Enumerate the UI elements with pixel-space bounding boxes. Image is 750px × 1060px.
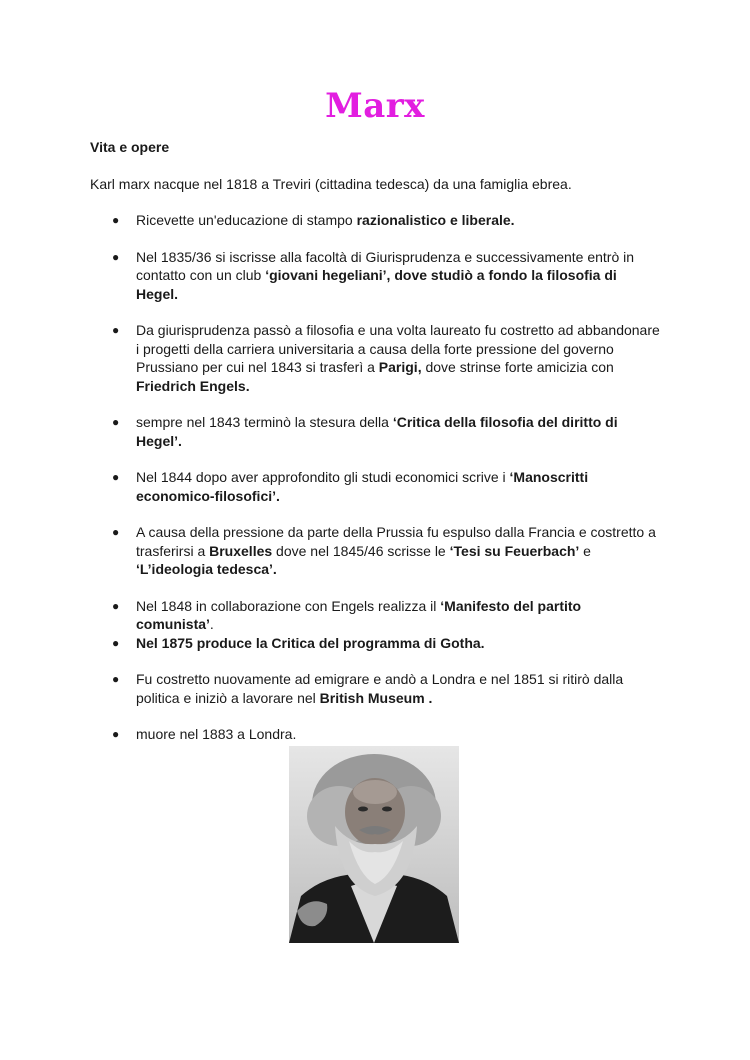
bullet-list	[112, 211, 662, 744]
list-item-text: Nel 1848 in collaborazione con Engels realizza il ‘Manifesto del partito comunista’.	[136, 597, 582, 632]
portrait-photo	[289, 746, 459, 943]
list-item-text: Fu costretto nuovamente ad emigrare e andò a Londra e nel 1851 si ritirò dalla politica e iniziò a lavorare nel British Museum .	[136, 671, 624, 706]
bullet-icon: ●	[112, 213, 120, 227]
list-item-text: Ricevette un'educazione di stampo razionalistico e liberale.	[136, 212, 515, 228]
bullet-icon: ●	[112, 727, 120, 741]
portrait-image	[289, 746, 459, 943]
list-item	[112, 670, 662, 707]
list-item	[112, 413, 662, 450]
list-item-text: A causa della pressione da parte della Prussia fu espulso dalla Francia e costretto a trasferirsi a Bruxelles dove nel 1845/46 scrisse le ‘Tesi su Feuerbach’ e ‘L’ideologia tedesca’.	[136, 524, 656, 577]
list-item	[112, 725, 662, 744]
bullet-icon: ●	[112, 323, 120, 337]
list-item	[112, 523, 662, 579]
list-item	[112, 321, 662, 395]
list-item-text: sempre nel 1843 terminò la stesura della ‘Critica della filosofia del diritto di Hegel’.	[136, 414, 618, 449]
bullet-icon: ●	[112, 672, 120, 686]
bullet-icon: ●	[112, 525, 120, 539]
list-item-text: Nel 1875 produce la Critica del programma di Gotha.	[136, 634, 485, 651]
list-item	[112, 468, 662, 505]
list-item	[112, 248, 662, 304]
section-heading: Vita e opere	[90, 139, 170, 155]
list-item-text: Nel 1835/36 si iscrisse alla facoltà di Giurisprudenza e successivamente entrò in contatto con un club ‘giovani hegeliani’, dove studiò a fondo la filosofia di Hegel.	[136, 248, 635, 302]
bullet-icon: ●	[112, 470, 120, 484]
list-item	[112, 211, 662, 230]
page-title: Marx	[325, 86, 425, 126]
list-item-text: Nel 1844 dopo aver approfondito gli studi economici scrive i ‘Manoscritti economico-filosofici’.	[136, 469, 589, 504]
bullet-icon: ●	[112, 635, 120, 650]
list-item	[112, 597, 662, 634]
list-item-text: muore nel 1883 a Londra.	[136, 726, 297, 742]
list-item-text: Da giurisprudenza passò a filosofia e una volta laureato fu costretto ad abbandonare i progetti della carriera universitaria a causa della forte pressione del governo Prussiano per cui nel 1843 si trasferì a Parigi, dove strinse forte amicizia con Friedrich Engels.	[136, 322, 660, 394]
list-item	[112, 634, 662, 653]
intro-paragraph: Karl marx nacque nel 1818 a Treviri (cittadina tedesca) da una famiglia ebrea.	[90, 176, 572, 192]
bullet-icon: ●	[112, 598, 120, 613]
bullet-icon: ●	[112, 415, 120, 429]
bullet-icon: ●	[112, 249, 120, 264]
